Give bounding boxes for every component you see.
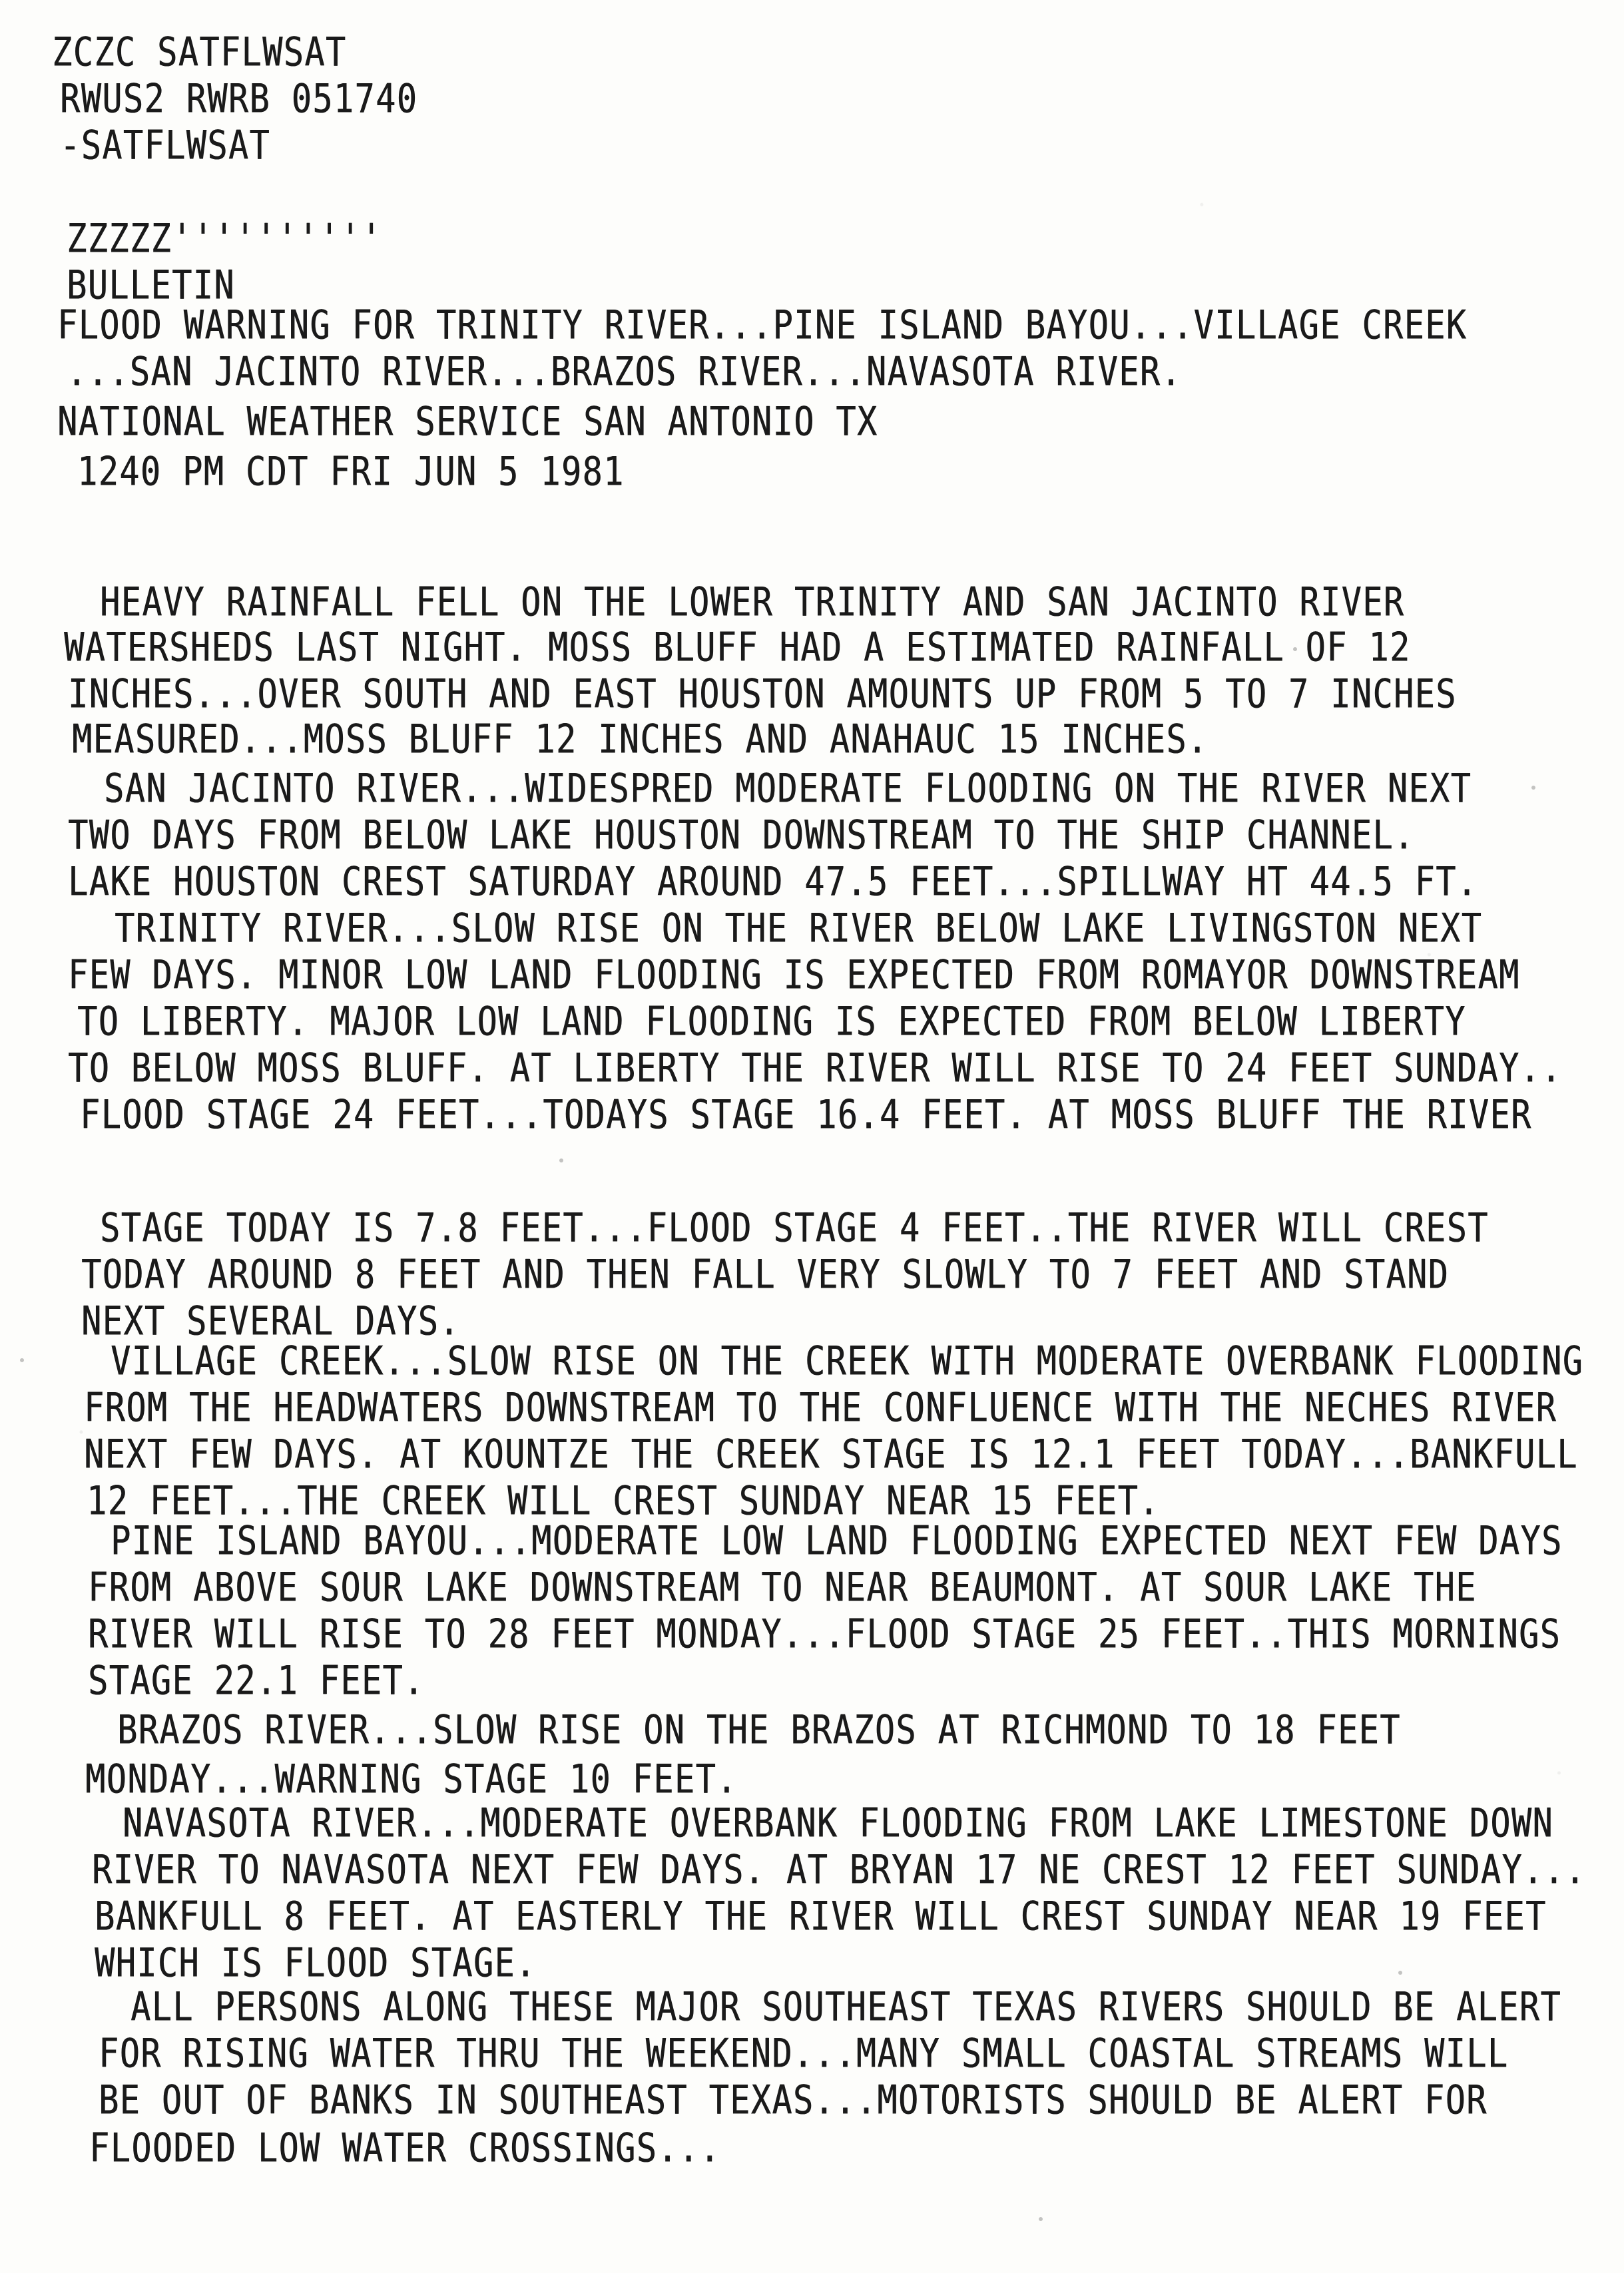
body-line-6: TWO DAYS FROM BELOW LAKE HOUSTON DOWNSTREAM TO THE SHIP CHANNEL. (68, 812, 1415, 858)
body-line-19: 12 FEET...THE CREEK WILL CREST SUNDAY NEAR 15 FEET. (87, 1477, 1160, 1524)
header-line-1: ZCZC SATFLWSAT (52, 29, 347, 75)
body-line-24: BRAZOS RIVER...SLOW RISE ON THE BRAZOS AT RICHMOND TO 18 FEET (117, 1706, 1401, 1753)
body-line-13: STAGE TODAY IS 7.8 FEET...FLOOD STAGE 4 FEET..THE RIVER WILL CREST (100, 1204, 1489, 1251)
body-line-11: TO BELOW MOSS BLUFF. AT LIBERTY THE RIVER WILL RISE TO 24 FEET SUNDAY.. (68, 1045, 1562, 1091)
photocopy-speck (20, 1358, 24, 1362)
body-line-3: INCHES...OVER SOUTH AND EAST HOUSTON AMOUNTS UP FROM 5 TO 7 INCHES (68, 670, 1457, 717)
body-line-5: SAN JACINTO RIVER...WIDESPRED MODERATE FLOODING ON THE RIVER NEXT (104, 765, 1472, 812)
photocopy-speck (559, 1158, 563, 1162)
body-line-20: PINE ISLAND BAYOU...MODERATE LOW LAND FLOODING EXPECTED NEXT FEW DAYS (111, 1517, 1563, 1564)
body-line-28: BANKFULL 8 FEET. AT EASTERLY THE RIVER WILL CREST SUNDAY NEAR 19 FEET (95, 1893, 1547, 1939)
body-line-10: TO LIBERTY. MAJOR LOW LAND FLOODING IS EXPECTED FROM BELOW LIBERTY (77, 998, 1466, 1045)
body-line-33: FLOODED LOW WATER CROSSINGS... (89, 2125, 721, 2171)
header-line-8: NATIONAL WEATHER SERVICE SAN ANTONIO TX (57, 398, 878, 445)
body-line-29: WHICH IS FLOOD STAGE. (95, 1939, 537, 1986)
header-line-2: RWUS2 RWRB 051740 (60, 75, 418, 122)
body-line-7: LAKE HOUSTON CREST SATURDAY AROUND 47.5 FEET...SPILLWAY HT 44.5 FT. (68, 858, 1478, 905)
header-line-5: BULLETIN (67, 262, 235, 308)
header-line-6: FLOOD WARNING FOR TRINITY RIVER...PINE ISLAND BAYOU...VILLAGE CREEK (57, 302, 1468, 348)
body-line-31: FOR RISING WATER THRU THE WEEKEND...MANY SMALL COASTAL STREAMS WILL (99, 2030, 1509, 2077)
header-line-7: ...SAN JACINTO RIVER...BRAZOS RIVER...NAVASOTA RIVER. (67, 348, 1182, 395)
body-line-15: NEXT SEVERAL DAYS. (81, 1298, 460, 1344)
body-line-21: FROM ABOVE SOUR LAKE DOWNSTREAM TO NEAR BEAUMONT. AT SOUR LAKE THE (88, 1564, 1477, 1611)
photocopy-speck (1039, 2217, 1043, 2221)
header-line-4: ZZZZZ'''''''''' (67, 215, 383, 262)
body-line-18: NEXT FEW DAYS. AT KOUNTZE THE CREEK STAGE IS 12.1 FEET TODAY...BANKFULL (84, 1431, 1578, 1477)
photocopy-speck (1531, 786, 1535, 790)
header-line-3: -SATFLWSAT (60, 122, 271, 168)
photocopy-speck (1293, 647, 1297, 651)
body-line-4: MEASURED...MOSS BLUFF 12 INCHES AND ANAHAUC 15 INCHES. (72, 716, 1209, 762)
body-line-22: RIVER WILL RISE TO 28 FEET MONDAY...FLOOD STAGE 25 FEET..THIS MORNINGS (88, 1611, 1561, 1657)
body-line-12: FLOOD STAGE 24 FEET...TODAYS STAGE 16.4 FEET. AT MOSS BLUFF THE RIVER (80, 1091, 1532, 1138)
body-line-25: MONDAY...WARNING STAGE 10 FEET. (85, 1756, 738, 1802)
body-line-1: HEAVY RAINFALL FELL ON THE LOWER TRINITY AND SAN JACINTO RIVER (100, 579, 1405, 625)
body-line-32: BE OUT OF BANKS IN SOUTHEAST TEXAS...MOTORISTS SHOULD BE ALERT FOR (99, 2077, 1488, 2123)
body-line-9: FEW DAYS. MINOR LOW LAND FLOODING IS EXPECTED FROM ROMAYOR DOWNSTREAM (68, 951, 1520, 998)
body-line-27: RIVER TO NAVASOTA NEXT FEW DAYS. AT BRYAN 17 NE CREST 12 FEET SUNDAY... (92, 1846, 1586, 1893)
header-line-9: 1240 PM CDT FRI JUN 5 1981 (77, 448, 625, 495)
body-line-8: TRINITY RIVER...SLOW RISE ON THE RIVER BELOW LAKE LIVINGSTON NEXT (115, 905, 1483, 951)
body-line-17: FROM THE HEADWATERS DOWNSTREAM TO THE CONFLUENCE WITH THE NECHES RIVER (84, 1384, 1557, 1431)
body-line-14: TODAY AROUND 8 FEET AND THEN FALL VERY SLOWLY TO 7 FEET AND STAND (81, 1251, 1450, 1298)
body-line-26: NAVASOTA RIVER...MODERATE OVERBANK FLOODING FROM LAKE LIMESTONE DOWN (123, 1800, 1553, 1846)
body-line-23: STAGE 22.1 FEET. (88, 1657, 425, 1704)
body-line-16: VILLAGE CREEK...SLOW RISE ON THE CREEK WITH MODERATE OVERBANK FLOODING (111, 1338, 1584, 1384)
body-line-30: ALL PERSONS ALONG THESE MAJOR SOUTHEAST TEXAS RIVERS SHOULD BE ALERT (131, 1983, 1561, 2030)
body-line-2: WATERSHEDS LAST NIGHT. MOSS BLUFF HAD A ESTIMATED RAINFALL OF 12 (64, 624, 1411, 670)
photocopy-speck (1398, 1971, 1402, 1975)
